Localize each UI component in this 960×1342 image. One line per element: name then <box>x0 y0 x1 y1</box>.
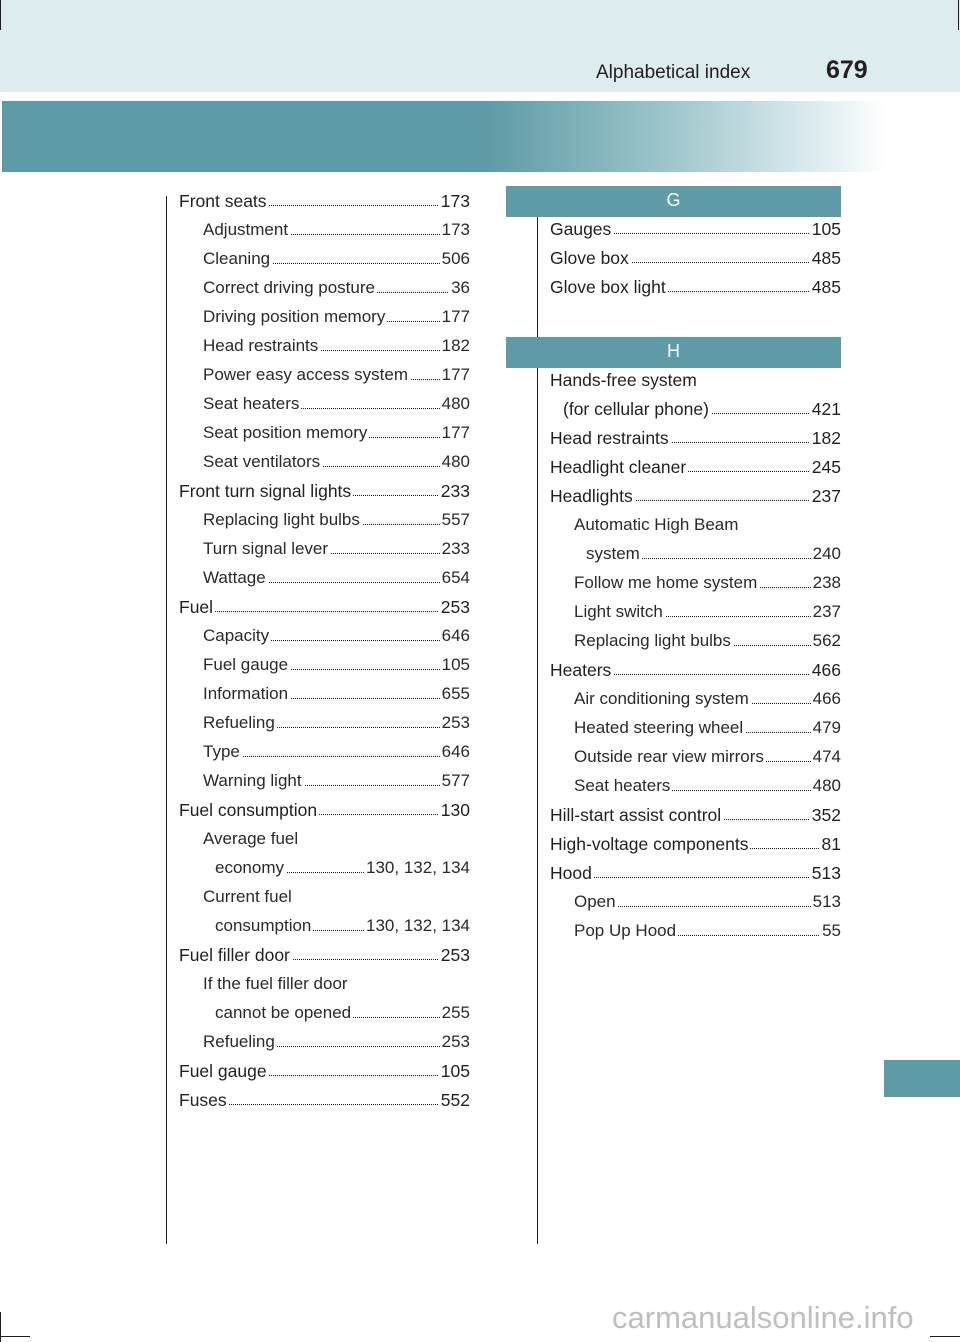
entry-page-ref: 130, 132, 134 <box>366 916 470 935</box>
index-entry <box>550 216 841 245</box>
index-entry <box>179 478 470 507</box>
index-subentry <box>550 773 841 802</box>
entry-term: Glove box light <box>550 277 666 297</box>
entry-page-ref: 513 <box>812 892 841 911</box>
entry-page-ref: 182 <box>441 336 470 355</box>
dot-leader <box>203 756 470 757</box>
entry-page-ref: 253 <box>441 713 470 732</box>
index-subentry <box>179 971 470 1000</box>
entry-term: Pop Up Hood <box>574 921 677 940</box>
entry-term: Adjustment <box>203 220 289 239</box>
index-entry <box>550 860 841 889</box>
crop-mark <box>0 1336 30 1337</box>
index-subentry <box>179 1000 470 1029</box>
entry-term: Fuel consumption <box>179 800 318 820</box>
entry-term: Fuses <box>179 1090 227 1110</box>
entry-page-ref: 513 <box>811 863 841 883</box>
entry-page-ref: 233 <box>441 539 470 558</box>
index-subentry <box>550 744 841 773</box>
entry-page-ref: 177 <box>441 307 470 326</box>
page-number: 679 <box>826 56 868 84</box>
entry-term: (for cellular phone) <box>563 399 709 419</box>
crop-mark <box>0 0 1 30</box>
entry-term: Driving position memory <box>203 307 386 326</box>
section-title: Alphabetical index <box>596 62 751 83</box>
header-band <box>0 0 960 92</box>
entry-page-ref: 105 <box>440 1061 470 1081</box>
entry-page-ref: 253 <box>440 597 470 617</box>
entry-page-ref: 233 <box>440 481 470 501</box>
entry-page-ref: 173 <box>441 220 470 239</box>
entry-page-ref: 182 <box>811 428 841 448</box>
entry-term: Cleaning <box>203 249 271 268</box>
entry-term: Information <box>203 684 289 703</box>
entry-term: Power easy access system <box>203 365 409 384</box>
index-entry <box>550 274 841 303</box>
entry-term: Replacing light bulbs <box>203 510 360 529</box>
entry-term: Correct driving posture <box>203 278 375 297</box>
entry-term: economy <box>215 858 284 877</box>
index-subentry <box>179 362 470 391</box>
entry-page-ref: 55 <box>822 921 841 940</box>
index-subentry <box>550 715 841 744</box>
index-section-h <box>550 367 841 947</box>
entry-term: Fuel gauge <box>203 655 289 674</box>
entry-term: Front seats <box>179 191 267 211</box>
index-subentry <box>179 884 470 913</box>
entry-term: Light switch <box>574 602 663 621</box>
entry-term: Heated steering wheel <box>574 718 744 737</box>
index-subentry <box>550 918 841 947</box>
entry-page-ref: 485 <box>811 248 841 268</box>
entry-term: If the fuel filler door <box>203 974 348 993</box>
entry-page-ref: 105 <box>811 219 841 239</box>
index-entry <box>179 1058 470 1087</box>
entry-page-ref: 552 <box>440 1090 470 1110</box>
entry-page-ref: 130 <box>440 800 470 820</box>
entry-page-ref: 557 <box>441 510 470 529</box>
entry-page-ref: 421 <box>811 399 841 419</box>
crop-mark <box>930 1336 960 1337</box>
entry-term: Hands-free system <box>550 370 697 390</box>
entry-page-ref: 654 <box>441 568 470 587</box>
entry-term: Follow me home system <box>574 573 758 592</box>
entry-page-ref: 646 <box>441 626 470 645</box>
entry-page-ref: 474 <box>812 747 841 766</box>
entry-term: Headlight cleaner <box>550 457 687 477</box>
index-subentry <box>550 512 841 541</box>
entry-page-ref: 81 <box>821 834 841 854</box>
index-subentry <box>179 565 470 594</box>
index-subentry <box>550 628 841 657</box>
entry-term: Type <box>203 742 240 761</box>
entry-page-ref: 36 <box>451 278 470 297</box>
entry-term: Refueling <box>203 1032 275 1051</box>
entry-term: Current fuel <box>203 887 292 906</box>
index-subentry <box>179 739 470 768</box>
index-entry <box>550 367 841 396</box>
entry-term: cannot be opened <box>215 1003 352 1022</box>
entry-term: Open <box>574 892 616 911</box>
entry-term: Capacity <box>203 626 270 645</box>
index-section-g <box>550 216 841 303</box>
index-entry <box>179 797 470 826</box>
entry-page-ref: 466 <box>811 660 841 680</box>
entry-page-ref: 245 <box>811 457 841 477</box>
entry-page-ref: 255 <box>441 1003 470 1022</box>
entry-term: Head restraints <box>550 428 669 448</box>
entry-term: Seat position memory <box>203 423 368 442</box>
entry-term: High-voltage components <box>550 834 749 854</box>
entry-page-ref: 240 <box>812 544 841 563</box>
index-subentry <box>179 681 470 710</box>
index-entry <box>550 657 841 686</box>
section-letter-h: H <box>506 337 841 368</box>
index-subentry <box>179 623 470 652</box>
entry-term: Turn signal lever <box>203 539 329 558</box>
entry-term: Air conditioning system <box>574 689 749 708</box>
entry-page-ref: 352 <box>811 805 841 825</box>
entry-term: Front turn signal lights <box>179 481 352 501</box>
index-subentry <box>550 570 841 599</box>
entry-term: Outside rear view mirrors <box>574 747 764 766</box>
index-subentry <box>179 768 470 797</box>
entry-term: Seat heaters <box>574 776 671 795</box>
entry-page-ref: 130, 132, 134 <box>366 858 470 877</box>
dot-leader <box>179 611 470 612</box>
entry-page-ref: 253 <box>441 1032 470 1051</box>
entry-page-ref: 237 <box>811 486 841 506</box>
entry-term: Fuel <box>179 597 214 617</box>
index-subentry <box>550 599 841 628</box>
entry-term: Headlights <box>550 486 633 506</box>
entry-term: Hill-start assist control <box>550 805 722 825</box>
index-subentry <box>179 304 470 333</box>
thumb-index-tab <box>884 1060 960 1097</box>
entry-term: Refueling <box>203 713 275 732</box>
entry-page-ref: 506 <box>441 249 470 268</box>
entry-page-ref: 237 <box>812 602 841 621</box>
entry-term: Automatic High Beam <box>574 515 739 534</box>
entry-term: Hood <box>550 863 592 883</box>
section-letter-g: G <box>506 186 841 217</box>
entry-page-ref: 105 <box>441 655 470 674</box>
index-entry <box>550 425 841 454</box>
index-entry <box>179 1087 470 1116</box>
index-subentry <box>179 449 470 478</box>
index-entry <box>179 594 470 623</box>
entry-term: consumption <box>215 916 312 935</box>
index-subentry <box>179 710 470 739</box>
entry-page-ref: 655 <box>441 684 470 703</box>
decorative-banner <box>2 101 886 172</box>
entry-term: Head restraints <box>203 336 319 355</box>
column-rule <box>166 196 167 1244</box>
index-subentry <box>550 541 841 570</box>
index-subentry <box>179 333 470 362</box>
entry-page-ref: 577 <box>441 771 470 790</box>
entry-page-ref: 480 <box>812 776 841 795</box>
crop-mark <box>0 1312 1 1342</box>
entry-page-ref: 480 <box>441 394 470 413</box>
entry-term: Wattage <box>203 568 266 587</box>
index-subentry <box>179 652 470 681</box>
index-subentry <box>179 1029 470 1058</box>
index-subentry <box>179 913 470 942</box>
entry-term: Fuel gauge <box>179 1061 267 1081</box>
index-subentry <box>179 826 470 855</box>
index-subentry <box>179 507 470 536</box>
index-subentry <box>550 889 841 918</box>
entry-term: Average fuel <box>203 829 299 848</box>
entry-term: Warning light <box>203 771 302 790</box>
entry-page-ref: 480 <box>441 452 470 471</box>
index-subentry <box>179 855 470 884</box>
entry-term: Heaters <box>550 660 612 680</box>
index-column-left <box>179 188 470 1116</box>
index-subentry <box>179 536 470 565</box>
entry-term: Fuel filler door <box>179 945 290 965</box>
entry-page-ref: 466 <box>812 689 841 708</box>
index-entry <box>179 942 470 971</box>
entry-page-ref: 177 <box>441 423 470 442</box>
entry-term: Seat ventilators <box>203 452 321 471</box>
entry-term: Gauges <box>550 219 612 239</box>
index-subentry <box>179 420 470 449</box>
index-entry <box>550 831 841 860</box>
entry-page-ref: 646 <box>441 742 470 761</box>
index-subentry <box>179 391 470 420</box>
index-entry <box>179 188 470 217</box>
entry-term: system <box>586 544 640 563</box>
entry-term: Seat heaters <box>203 394 300 413</box>
entry-page-ref: 253 <box>440 945 470 965</box>
entry-term: Replacing light bulbs <box>574 631 731 650</box>
crop-mark <box>958 0 959 30</box>
index-entry <box>550 245 841 274</box>
index-entry <box>550 483 841 512</box>
entry-page-ref: 479 <box>812 718 841 737</box>
entry-page-ref: 562 <box>812 631 841 650</box>
index-subentry <box>550 396 841 425</box>
entry-term: Glove box <box>550 248 629 268</box>
entry-page-ref: 485 <box>811 277 841 297</box>
index-subentry <box>179 217 470 246</box>
entry-page-ref: 177 <box>441 365 470 384</box>
index-entry <box>550 454 841 483</box>
index-subentry <box>550 686 841 715</box>
entry-page-ref: 173 <box>440 191 470 211</box>
entry-page-ref: 238 <box>812 573 841 592</box>
index-subentry <box>179 246 470 275</box>
index-entry <box>550 802 841 831</box>
index-subentry <box>179 275 470 304</box>
watermark: carmanualsonline.info <box>612 1300 914 1335</box>
